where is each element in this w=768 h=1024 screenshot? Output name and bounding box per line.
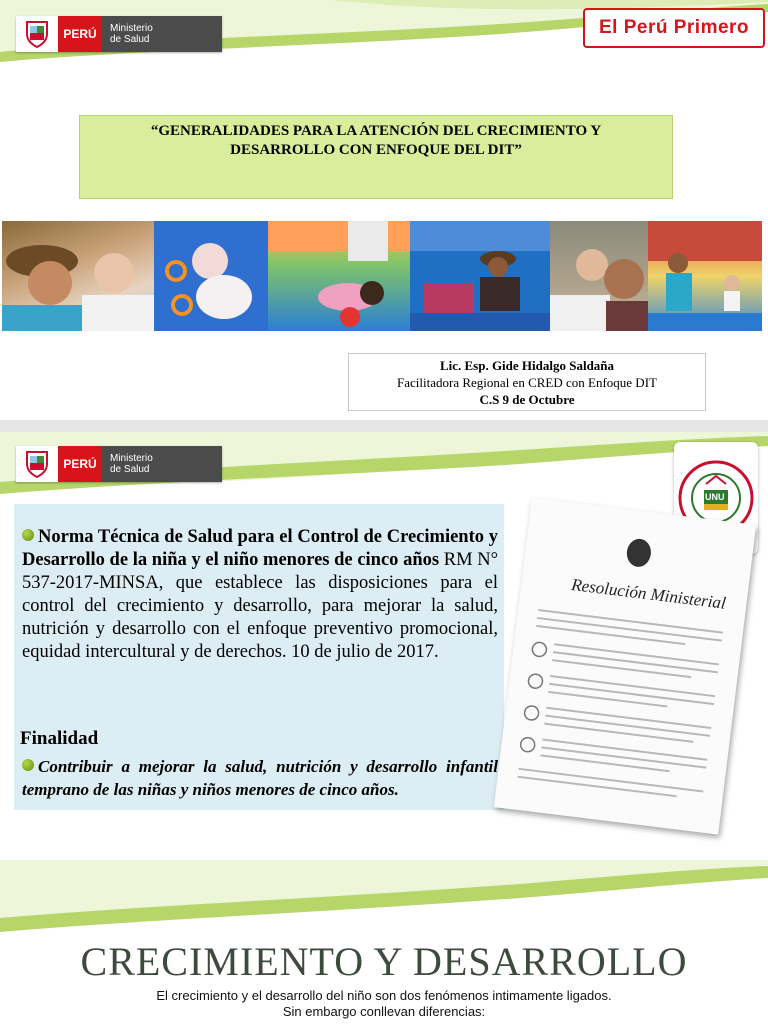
section-title: CRECIMIENTO Y DESARROLLO bbox=[80, 939, 688, 984]
bullet-icon bbox=[22, 759, 34, 771]
finalidad-paragraph bbox=[22, 755, 498, 801]
norma-description: RM N° 537-2017-MINSA, que establece las disposiciones para el control del crecimiento y desarrollo, para mejorar la salud, nutrición y desarrollo con el enfoque preventivo promocional, equidad intercultural y de derechos. 10 de julio de 2017. bbox=[22, 550, 498, 662]
ministry-line1: Ministerio bbox=[110, 23, 153, 34]
ministry-line1: Ministerio bbox=[110, 453, 153, 464]
minsa-logo bbox=[16, 16, 222, 52]
slide-divider bbox=[0, 420, 768, 432]
title-line2: DESARROLLO CON ENFOQUE DEL DIT” bbox=[230, 142, 522, 158]
seal-center-text: UNU bbox=[705, 492, 725, 502]
slide-title bbox=[0, 0, 768, 420]
photo-baby-playing bbox=[154, 221, 268, 331]
author-name: Lic. Esp. Gide Hidalgo Saldaña bbox=[439, 358, 615, 373]
photo-mother-child bbox=[2, 221, 154, 331]
title-line1: “GENERALIDADES PARA LA ATENCIÓN DEL CRECIMIENTO Y bbox=[150, 123, 602, 139]
norma-paragraph bbox=[22, 526, 498, 664]
peru-shield-icon bbox=[16, 446, 58, 482]
resolucion-document-image bbox=[494, 497, 756, 834]
section-subtitle bbox=[0, 988, 768, 1020]
slide-crecimiento bbox=[0, 860, 768, 1024]
subtitle-line1: El crecimiento y el desarrollo del niño son dos fenómenos intimamente ligados. bbox=[156, 988, 612, 1003]
ministry-label bbox=[102, 16, 222, 52]
bullet-icon bbox=[22, 529, 34, 541]
photo-playroom bbox=[648, 221, 762, 331]
norma-title: Norma Técnica de Salud para el Control de Crecimiento y Desarrollo de la niña y el niño menores de cinco años bbox=[22, 527, 498, 570]
peru-shield-icon bbox=[16, 16, 58, 52]
photo-group-session bbox=[410, 221, 550, 331]
minsa-logo bbox=[16, 446, 222, 482]
peru-label: PERÚ bbox=[58, 446, 102, 482]
green-swoosh-header bbox=[0, 860, 768, 940]
finalidad-text: Contribuir a mejorar la salud, nutrición y desarrollo infantil temprano de las niñas y niños menores de cinco años. bbox=[22, 757, 498, 799]
ministry-line2: de Salud bbox=[110, 34, 150, 45]
author-place: C.S 9 de Octubre bbox=[479, 392, 575, 407]
peru-label: PERÚ bbox=[58, 16, 102, 52]
ministry-label bbox=[102, 446, 222, 482]
document-title: Resolución Ministerial bbox=[570, 574, 727, 613]
presentation-title bbox=[79, 115, 673, 199]
photo-strip bbox=[2, 221, 762, 331]
author-box bbox=[348, 353, 706, 411]
photo-mother-son bbox=[550, 221, 648, 331]
document-lines bbox=[494, 497, 756, 834]
slide-norma-tecnica bbox=[0, 432, 768, 860]
ministry-line2: de Salud bbox=[110, 464, 150, 475]
finalidad-heading: Finalidad bbox=[20, 728, 99, 749]
el-peru-primero-logo bbox=[583, 8, 765, 48]
author-role: Facilitadora Regional en CRED con Enfoque DIT bbox=[397, 375, 657, 390]
photo-baby-on-mat bbox=[268, 221, 410, 331]
brand-text: El Perú Primero bbox=[598, 17, 750, 38]
subtitle-line2: Sin embargo conllevan diferencias: bbox=[282, 1004, 486, 1019]
